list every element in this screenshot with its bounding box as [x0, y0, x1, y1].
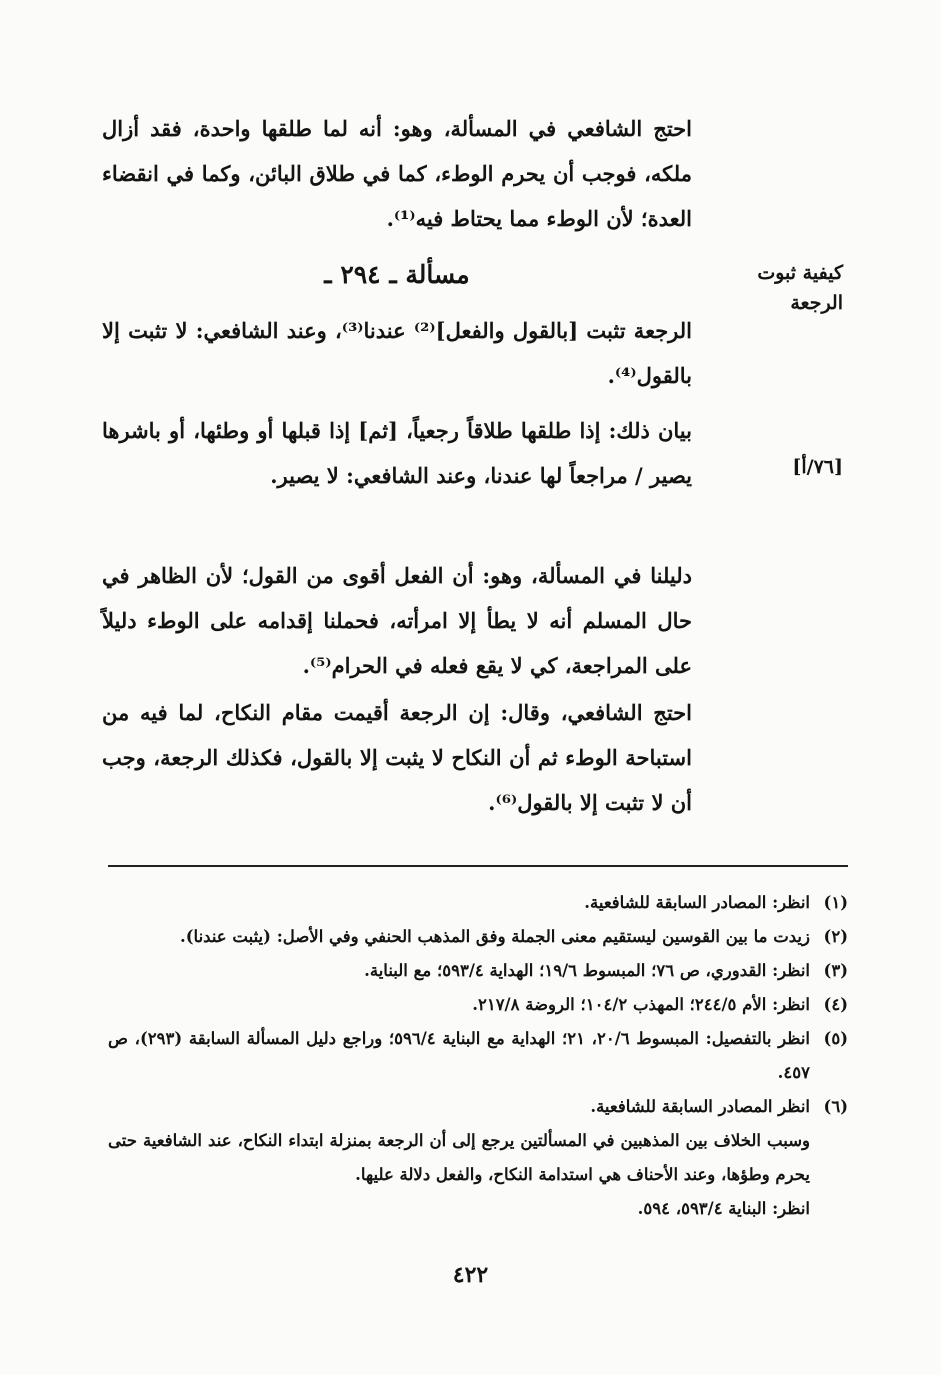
footnote-text: انظر: البناية ٥٩٣/٤، ٥٩٤. [637, 1199, 810, 1218]
footnote-number: (٤) [823, 995, 848, 1014]
footnote-text: انظر بالتفصيل: المبسوط ٢٠/٦، ٢١؛ الهداية مع البناية ٥٩٦/٤؛ وراجع دليل المسألة السابقة (٢٩٣)، ص ٤٥٧. [108, 1029, 811, 1082]
footnote-number: (٦) [823, 1097, 848, 1116]
footnote-text: انظر المصادر السابقة للشافعية. [590, 1097, 810, 1116]
paragraph-shafii-argument: احتج الشافعي في المسألة، وهو: أنه لما طلقها واحدة، فقد أزال ملكه، فوجب أن يحرم الوطء، كما في طلاق البائن، وكما في انقضاء العدة؛ لأن الوطء مما يحتاط فيه⁽¹⁾. [102, 116, 692, 231]
paragraph-our-evidence: دليلنا في المسألة، وهو: أن الفعل أقوى من القول؛ لأن الظاهر في حال المسلم أنه لا يطأ إلا امرأته، فحملنا إقدامه على الوطء دليلاً على المراجعة، كي لا يقع فعله في الحرام⁽⁵⁾. [102, 563, 692, 678]
page-number: ٤٢٢ [452, 1262, 489, 1288]
footnote-continuation [108, 1124, 848, 1192]
footnote-number: (٢) [823, 927, 848, 946]
footnote-text: زيدت ما بين القوسين ليستقيم معنى الجملة وفق المذهب الحنفي وفي الأصل: (يثبت عندنا). [179, 927, 810, 946]
footnote [108, 988, 848, 1022]
footnote [108, 954, 848, 988]
footnote-number: (٥) [823, 1029, 848, 1048]
footnotes [108, 886, 848, 1226]
paragraph-ruling: الرجعة تثبت [بالقول والفعل]⁽²⁾ عندنا⁽³⁾، وعند الشافعي: لا تثبت إلا بالقول⁽⁴⁾. [102, 318, 692, 388]
paragraph-shafii-rebuttal: احتج الشافعي، وقال: إن الرجعة أقيمت مقام النكاح، لما فيه من استباحة الوطء ثم أن النكاح لا يثبت إلا بالقول، فكذلك الرجعة، وجب أن لا تثبت إلا بالقول⁽⁶⁾. [102, 700, 692, 815]
footnote-text: انظر: الأم ٢٤٤/٥؛ المهذب ١٠٤/٢؛ الروضة ٢١٧/٨. [472, 995, 810, 1014]
footnote-text: انظر: المصادر السابقة للشافعية. [584, 893, 810, 912]
footnote-number: (٣) [823, 961, 848, 980]
issue-title: مسألة ـ ٢٩٤ ـ [324, 260, 470, 289]
footnote-text: انظر: القدوري، ص ٧٦؛ المبسوط ١٩/٦؛ الهداية ٥٩٣/٤؛ مع البناية. [364, 961, 810, 980]
footnote [108, 1090, 848, 1124]
footnote-text: وسبب الخلاف بين المذهبين في المسألتين يرجع إلى أن الرجعة بمنزلة ابتداء النكاح، عند الشافعية حتى يحرم وطؤها، وعند الأحناف هي استدامة النكاح، والفعل دلالة عليها. [108, 1131, 810, 1184]
footnote [108, 886, 848, 920]
folio-marker: [٧٦/أ] [792, 456, 843, 478]
margin-heading: كيفية ثبوت الرجعة [757, 262, 843, 314]
footnote-divider [108, 865, 848, 867]
paragraph-explanation: بيان ذلك: إذا طلقها طلاقاً رجعياً، [ثم] إذا قبلها أو وطئها، أو باشرها يصير / مراجعاً لها عندنا، وعند الشافعي: لا يصير. [102, 418, 692, 488]
footnote-continuation [108, 1192, 848, 1226]
footnote [108, 920, 848, 954]
footnote-number: (١) [823, 893, 848, 912]
footnote [108, 1022, 848, 1090]
